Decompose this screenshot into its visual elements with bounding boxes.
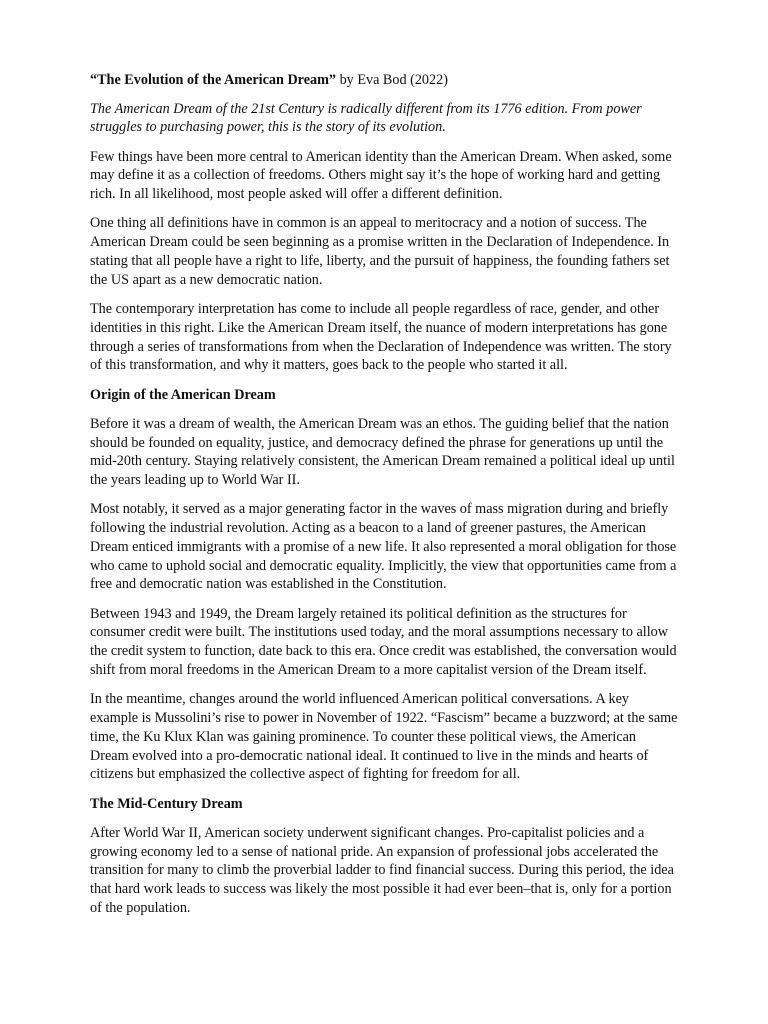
origin-paragraph-2: Most notably, it served as a major generating factor in the waves of mass migration during and briefly following the industrial revolution. Acting as a beacon to a land of greener pastures, the American Dream enticed immigrants with a promise of a new life. It also represented a moral obligation for those who came to uphold social and democratic equality. Implicitly, the view that opportunities came from a free and democratic nation was established in the Constitution.: [90, 501, 677, 593]
intro-paragraph-2: One thing all definitions have in common is an appeal to meritocracy and a notion of success. The American Dream could be seen beginning as a promise written in the Declaration of Independence. In stating that all people have a right to life, liberty, and the pursuit of happiness, the founding fathers set the US apart as a new democratic nation.: [90, 215, 670, 288]
intro-paragraph-3: The contemporary interpretation has come to include all people regardless of race, gender, and other identities in this right. Like the American Dream itself, the nuance of modern interpretations has gone through a series of transformations from when the Declaration of Independence was written. The story of this transformation, and why it matters, goes back to the people who started it all.: [90, 300, 672, 374]
article-title: “The Evolution of the American Dream”: [90, 72, 337, 88]
origin-paragraph-3: Between 1943 and 1949, the Dream largely retained its political definition as the structures for consumer credit were built. The institutions used today, and the moral assumptions necessary to allow the credit system to function, date back to this era. Once credit was established, the conversation would shift from moral freedoms in the American Dream to a more capitalist version of the Dream itself.: [90, 605, 677, 679]
origin-paragraph-4: In the meantime, changes around the world influenced American political conversations. A key example is Mussolini’s rise to power in November of 1922. “Fascism” became a buzzword; at the same time, the Ku Klux Klan was gaining prominence. To counter these political views, the American Dream evolved into a pro-democratic national ideal. It continued to live in the minds and hearts of citizens but emphasized the collective aspect of fighting for freedom for all.: [90, 691, 678, 783]
article-byline: by Eva Bod (2022): [336, 72, 448, 88]
intro-paragraph-1: Few things have been more central to American identity than the American Dream. When asked, some may define it as a collection of freedoms. Others might say it’s the hope of working hard and getting rich. In all likelihood, most people asked will offer a different definition.: [90, 148, 672, 203]
mid-century-paragraph-1: After World War II, American society underwent significant changes. Pro-capitalist policies and a growing economy led to a sense of national pride. An expansion of professional jobs accelerated the transition for many to climb the proverbial ladder to find financial success. During this period, the idea that hard work leads to success was likely the most possible it had ever been–that is, only for a portion of the population.: [90, 824, 674, 916]
title-line: [90, 71, 678, 90]
origin-paragraph-1: Before it was a dream of wealth, the American Dream was an ethos. The guiding belief that the nation should be founded on equality, justice, and democracy defined the phrase for generations up until the mid-20th century. Staying relatively consistent, the American Dream remained a political ideal up until the years leading up to World War II.: [90, 415, 675, 489]
section-heading-mid-century: The Mid-Century Dream: [90, 795, 243, 812]
document-page: [90, 71, 678, 928]
section-heading-origin: Origin of the American Dream: [90, 386, 276, 403]
article-subtitle: The American Dream of the 21st Century is radically different from its 1776 edition. From power struggles to purchasing power, this is the story of its evolution.: [90, 100, 642, 136]
